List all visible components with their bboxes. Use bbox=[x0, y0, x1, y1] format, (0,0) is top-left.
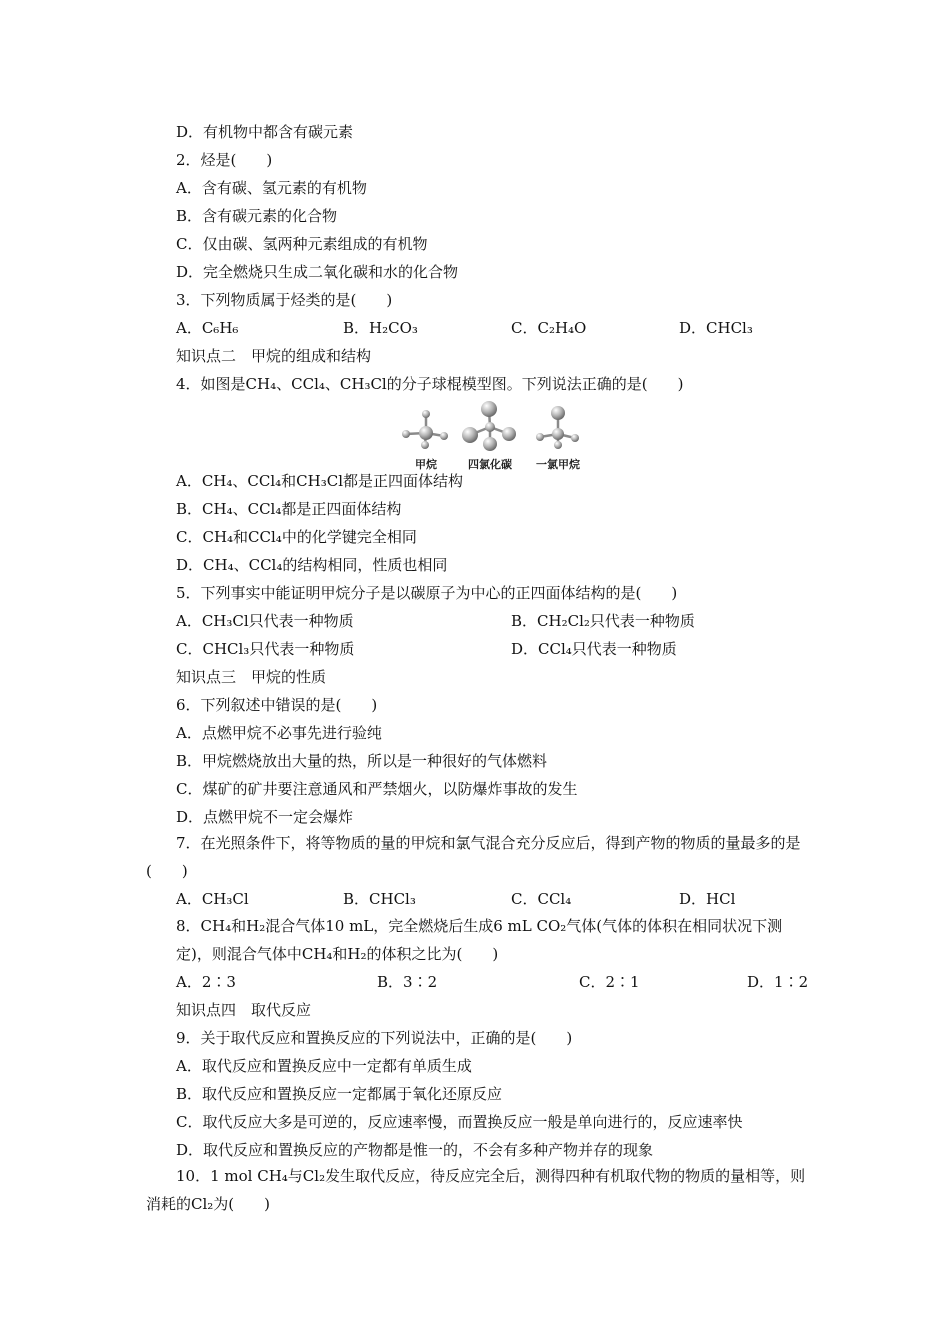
q9-option-b: B．取代反应和置换反应一定都属于氧化还原反应 bbox=[176, 1085, 503, 1103]
q4-option-c: C．CH₄和CCl₄中的化学键完全相同 bbox=[176, 528, 417, 546]
q9-option-c: C．取代反应大多是可逆的，反应速率慢，而置换反应一般是单向进行的，反应速率快 bbox=[176, 1113, 743, 1131]
q6-option-c: C．煤矿的矿井要注意通风和严禁烟火，以防爆炸事故的发生 bbox=[176, 780, 578, 798]
q3-option-d: D．CHCl₃ bbox=[679, 319, 753, 337]
q8-option-d: D．1∶2 bbox=[747, 973, 809, 991]
q10-stem: 10．1 mol CH₄与Cl₂发生取代反应，待反应完全后，测得四种有机取代物的物质的量相等，则消耗的Cl₂为( ) bbox=[146, 1167, 806, 1213]
methane-model bbox=[402, 410, 448, 449]
q9-option-a: A．取代反应和置换反应中一定都有单质生成 bbox=[176, 1057, 472, 1075]
q2-stem: 2．烃是( ) bbox=[176, 151, 273, 169]
q8-option-a: A．2∶3 bbox=[176, 973, 236, 991]
q3-option-c: C．C₂H₄O bbox=[511, 319, 587, 337]
q9-stem: 9．关于取代反应和置换反应的下列说法中，正确的是( ) bbox=[176, 1029, 573, 1047]
q5-option-a: A．CH₃Cl只代表一种物质 bbox=[176, 612, 354, 630]
q5-option-d: D．CCl₄只代表一种物质 bbox=[511, 640, 677, 658]
q7-option-c: C．CCl₄ bbox=[511, 890, 572, 908]
q2-option-b: B．含有碳元素的化合物 bbox=[176, 207, 338, 225]
ball-and-stick-models-figure bbox=[392, 398, 592, 474]
q3-option-a: A．C₆H₆ bbox=[176, 319, 239, 337]
chloromethane-label: 一氯甲烷 bbox=[536, 458, 580, 471]
q3-stem: 3．下列物质属于烃类的是( ) bbox=[176, 291, 393, 309]
carbon-tetrachloride-model bbox=[462, 401, 516, 451]
q8-option-c: C．2∶1 bbox=[579, 973, 640, 991]
q4-stem: 4．如图是CH₄、CCl₄、CH₃Cl的分子球棍模型图。下列说法正确的是( ) bbox=[176, 375, 684, 393]
q7-option-a: A．CH₃Cl bbox=[176, 890, 249, 908]
q2-option-d: D．完全燃烧只生成二氧化碳和水的化合物 bbox=[176, 263, 459, 281]
carbon-tetrachloride-label: 四氯化碳 bbox=[468, 458, 512, 471]
q6-option-d: D．点燃甲烷不一定会爆炸 bbox=[176, 808, 354, 826]
q3-option-b: B．H₂CO₃ bbox=[343, 319, 418, 337]
q2-option-a: A．含有碳、氢元素的有机物 bbox=[176, 179, 367, 197]
q8-stem: 8．CH₄和H₂混合气体10 mL，完全燃烧后生成6 mL CO₂气体(气体的体积在相同状况下测定)，则混合气体中CH₄和H₂的体积之比为( ) bbox=[176, 917, 783, 963]
q2-option-c: C．仅由碳、氢两种元素组成的有机物 bbox=[176, 235, 428, 253]
q5-option-c: C．CHCl₃只代表一种物质 bbox=[176, 640, 355, 658]
q6-option-b: B．甲烷燃烧放出大量的热，所以是一种很好的气体燃料 bbox=[176, 752, 548, 770]
chloromethane-model bbox=[536, 406, 579, 449]
methane-label: 甲烷 bbox=[415, 458, 437, 471]
q9-option-d: D．取代反应和置换反应的产物都是惟一的，不会有多种产物并存的现象 bbox=[176, 1141, 654, 1159]
q7-stem: 7．在光照条件下，将等物质的量的甲烷和氯气混合充分反应后，得到产物的物质的量最多的是( ) bbox=[146, 834, 801, 880]
q4-option-d: D．CH₄、CCl₄的结构相同，性质也相同 bbox=[176, 556, 448, 574]
section-heading-4: 知识点四 取代反应 bbox=[176, 1001, 312, 1019]
section-heading-3: 知识点三 甲烷的性质 bbox=[176, 668, 327, 686]
q1-option-d: D．有机物中都含有碳元素 bbox=[176, 123, 354, 141]
q7-option-d: D．HCl bbox=[679, 890, 736, 908]
q5-stem: 5．下列事实中能证明甲烷分子是以碳原子为中心的正四面体结构的是( ) bbox=[176, 584, 678, 602]
q6-option-a: A．点燃甲烷不必事先进行验纯 bbox=[176, 724, 382, 742]
q8-option-b: B．3∶2 bbox=[377, 973, 438, 991]
q4-option-a: A．CH₄、CCl₄和CH₃Cl都是正四面体结构 bbox=[176, 472, 464, 490]
q7-option-b: B．CHCl₃ bbox=[343, 890, 416, 908]
section-heading-2: 知识点二 甲烷的组成和结构 bbox=[176, 347, 372, 365]
q6-stem: 6．下列叙述中错误的是( ) bbox=[176, 696, 378, 714]
q4-option-b: B．CH₄、CCl₄都是正四面体结构 bbox=[176, 500, 402, 518]
q5-option-b: B．CH₂Cl₂只代表一种物质 bbox=[511, 612, 695, 630]
